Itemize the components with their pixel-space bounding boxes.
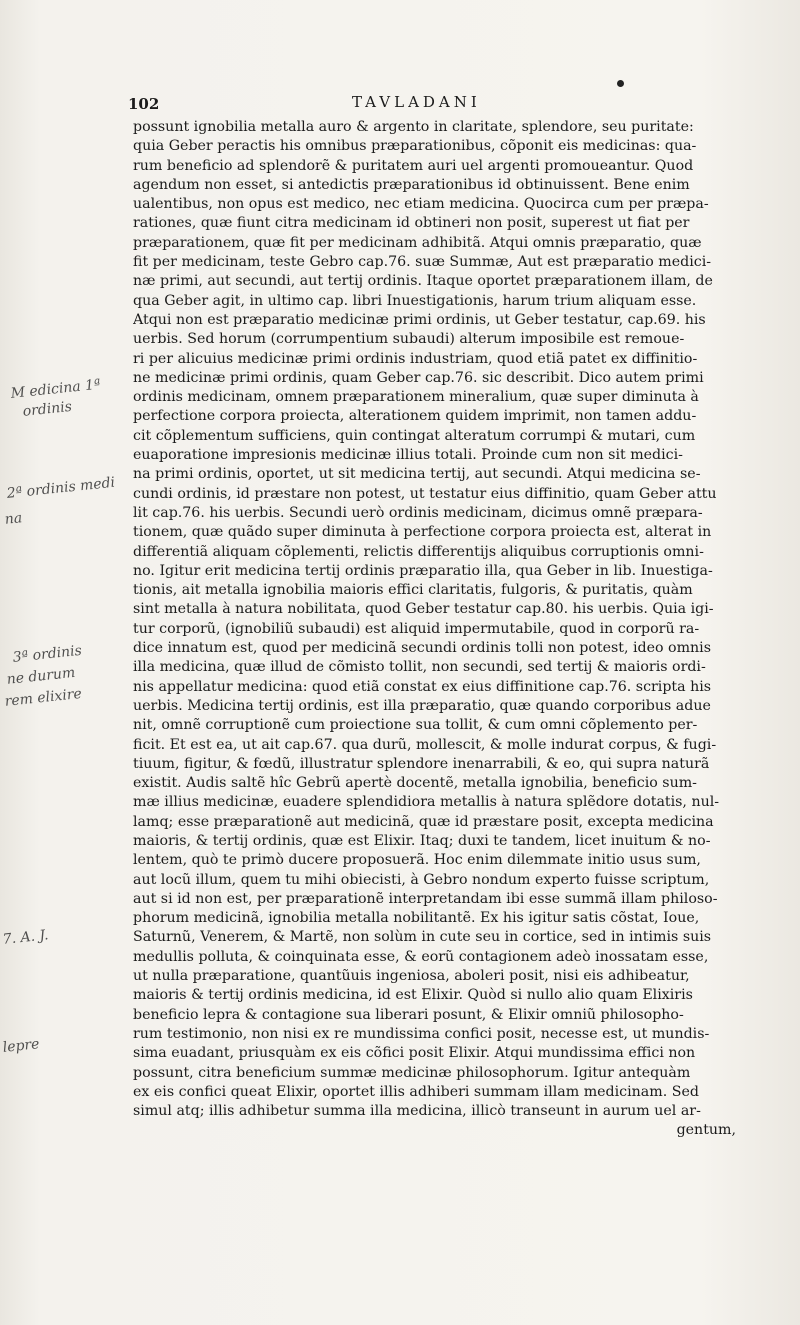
text-line: phorum medicinã, ignobilia metalla nobilitantẽ. Ex his igitur satis cõstat, Ioue, <box>133 910 700 927</box>
text-line: fit per medicinam, teste Gebro cap.76. suæ Summæ, Aut est præparatio medici- <box>133 254 712 271</box>
text-line: rum beneficio ad splendorẽ & puritatem auri uel argenti promoueantur. Quod <box>133 157 694 174</box>
text-line: Atqui non est præparatio medicinæ primi ordinis, ut Geber testatur, cap.69. his <box>133 311 706 328</box>
ink-dot <box>617 80 624 87</box>
text-line: simul atq; illis adhibetur summa illa medicina, illicò transeunt in aurum uel ar- <box>133 1103 701 1120</box>
text-line: Saturnũ, Venerem, & Martẽ, non solùm in cute seu in cortice, sed in intimis suis <box>133 929 712 946</box>
text-line: illa medicina, quæ illud de cõmisto tollit, non secundi, sed tertij & maioris ordi- <box>133 659 706 676</box>
text-line: nis appellatur medicina: quod etiã constat ex eius diffinitione cap.76. scripta his <box>133 678 712 695</box>
text-line: næ primi, aut secundi, aut tertij ordinis. Itaque oportet præparationem illam, de <box>133 273 713 290</box>
text-line: ordinis medicinam, omnem præparationem mineralium, quæ super diminuta à <box>133 389 699 406</box>
margin-note: rem elixire <box>4 685 83 710</box>
text-line: tiuum, figitur, & fœdũ, illustratur splendore inenarrabili, & eo, qui supra naturã <box>133 755 710 772</box>
running-head: TAVLADANI <box>352 93 481 111</box>
text-line: differentiã aliquam cõplementi, relictis differentijs aliquibus corruptionis omni- <box>133 543 704 560</box>
text-line: lit cap.76. his uerbis. Secundi uerò ordinis medicinam, dicimus omnẽ præpara- <box>133 504 703 521</box>
margin-note: 2ª ordinis medi <box>6 474 116 502</box>
text-line: lamq; esse præparationẽ aut medicinã, quæ id præstare posit, excepta medicina <box>133 813 714 830</box>
margin-note: ne durum <box>6 664 77 688</box>
text-line: nit, omnẽ corruptionẽ cum proiectione sua tollit, & cum omni cõplemento per- <box>133 717 698 734</box>
text-line: lentem, quò te primò ducere proposuerã. Hoc enim dilemmate initio usus sum, <box>133 852 701 869</box>
text-line: qua Geber agit, in ultimo cap. libri Inuestigationis, harum trium aliquam esse. <box>133 292 697 309</box>
text-line: ri per alicuius medicinæ primi ordinis industriam, quod etiã patet ex diffinitio- <box>133 350 698 367</box>
text-line: beneficio lepra & contagione sua liberari posunt, & Elixir omniũ philosopho- <box>133 1006 684 1023</box>
text-line: dice innatum est, quod per medicinã secundi ordinis tolli non potest, ideo omnis <box>133 640 711 657</box>
text-line: quia Geber peractis his omnibus præparationibus, cõponit eis medicinas: qua- <box>133 138 697 155</box>
text-line: ex eis confici queat Elixir, oportet illis adhiberi summam illam medicinam. Sed <box>133 1083 699 1100</box>
text-line: mæ illius medicinæ, euadere splendidiora metallis à natura splẽdore dotatis, nul- <box>133 794 720 811</box>
text-line: uerbis. Sed horum (corrumpentium subaudi) alterum imposibile est remoue- <box>133 331 685 348</box>
text-line: aut locũ illum, quem tu mihi obiecisti, à Gebro nondum experto fuisse scriptum, <box>133 871 710 888</box>
text-line: rationes, quæ fiunt citra medicinam id obtineri non posit, superest ut fiat per <box>133 215 690 232</box>
text-line: sint metalla à natura nobilitata, quod Geber testatur cap.80. his uerbis. Quia igi- <box>133 601 714 618</box>
text-line: perfectione corpora proiecta, alterationem quidem imprimit, non tamen addu- <box>133 408 697 425</box>
text-line: cit cõplementum sufficiens, quin contingat alteratum corrumpi & mutari, cum <box>133 427 696 444</box>
text-line: aut si id non est, per præparationẽ interpretandam ibi esse summã illam philoso- <box>133 890 718 907</box>
text-line: cundi ordinis, id præstare non potest, ut testatur eius diffinitio, quam Geber attu <box>133 485 717 502</box>
margin-note: lepre <box>2 1036 41 1056</box>
text-line: euaporatione impresionis medicinæ illius totali. Proinde cum non sit medici- <box>133 447 683 464</box>
text-line: sima euadant, priusquàm ex eis cõfici posit Elixir. Atqui mundissima effici non <box>133 1045 696 1062</box>
text-line: possunt ignobilia metalla auro & argento in claritate, splendore, seu puritate: <box>133 119 694 135</box>
margin-note: 7. A. J. <box>2 927 50 948</box>
text-line: tionis, ait metalla ignobilia maioris effici claritatis, fulgoris, & puritatis, quàm <box>133 582 693 599</box>
text-line: ut nulla præparatione, quantũuis ingeniosa, aboleri posit, nisi eis adhibeatur, <box>133 968 690 985</box>
catchword: gentum, <box>676 1122 736 1139</box>
text-line: ne medicinæ primi ordinis, quam Geber cap.76. sic describit. Dico autem primi <box>133 369 704 386</box>
text-line: maioris & tertij ordinis medicina, id est Elixir. Quòd si nullo alio quam Elixiris <box>133 987 693 1004</box>
text-line: existit. Audis saltẽ hîc Gebrũ apertè docentẽ, metalla ignobilia, beneficio sum- <box>133 775 697 792</box>
margin-note: 3ª ordinis <box>12 642 83 666</box>
text-line: rum testimonio, non nisi ex re mundissima confici posit, necesse est, ut mundis- <box>133 1025 710 1042</box>
main-text <box>133 118 738 1141</box>
text-line: maioris, & tertij ordinis, quæ est Elixir. Itaq; duxi te tandem, licet inuitum & no- <box>133 832 711 849</box>
margin-note: ordinis <box>22 398 73 420</box>
text-line: ualentibus, non opus est medico, nec etiam medicina. Quocirca cum per præpa- <box>133 196 709 213</box>
text-line: tionem, quæ quãdo super diminuta à perfectione corpora proiecta est, alterat in <box>133 524 712 541</box>
text-line: ficit. Et est ea, ut ait cap.67. qua durũ, mollescit, & molle indurat corpus, & fugi- <box>133 736 717 753</box>
text-line: agendum non esset, si antedictis præparationibus id obtinuissent. Bene enim <box>133 176 690 193</box>
text-line: medullis polluta, & coinquinata esse, & eorũ contagionem adeò inossatam esse, <box>133 948 709 965</box>
text-line: præparationem, quæ fit per medicinam adhibitã. Atqui omnis præparatio, quæ <box>133 234 702 251</box>
margin-note: M edicina 1ª <box>10 376 102 402</box>
page-number: 102 <box>128 95 160 113</box>
text-line: tur corporũ, (ignobiliũ subaudi) est aliquid impermutabile, quod in corporũ ra- <box>133 620 700 637</box>
text-line: uerbis. Medicina tertij ordinis, est illa præparatio, quæ quando corporibus adue <box>133 697 711 714</box>
text-line: na primi ordinis, oportet, ut sit medicina tertij, aut secundi. Atqui medicina se- <box>133 466 701 483</box>
margin-note: na <box>4 510 23 528</box>
text-line: no. Igitur erit medicina tertij ordinis præparatio illa, qua Geber in lib. Inuestiga- <box>133 562 713 579</box>
text-line: possunt, citra beneficium summæ medicinæ philosophorum. Igitur antequàm <box>133 1064 691 1081</box>
